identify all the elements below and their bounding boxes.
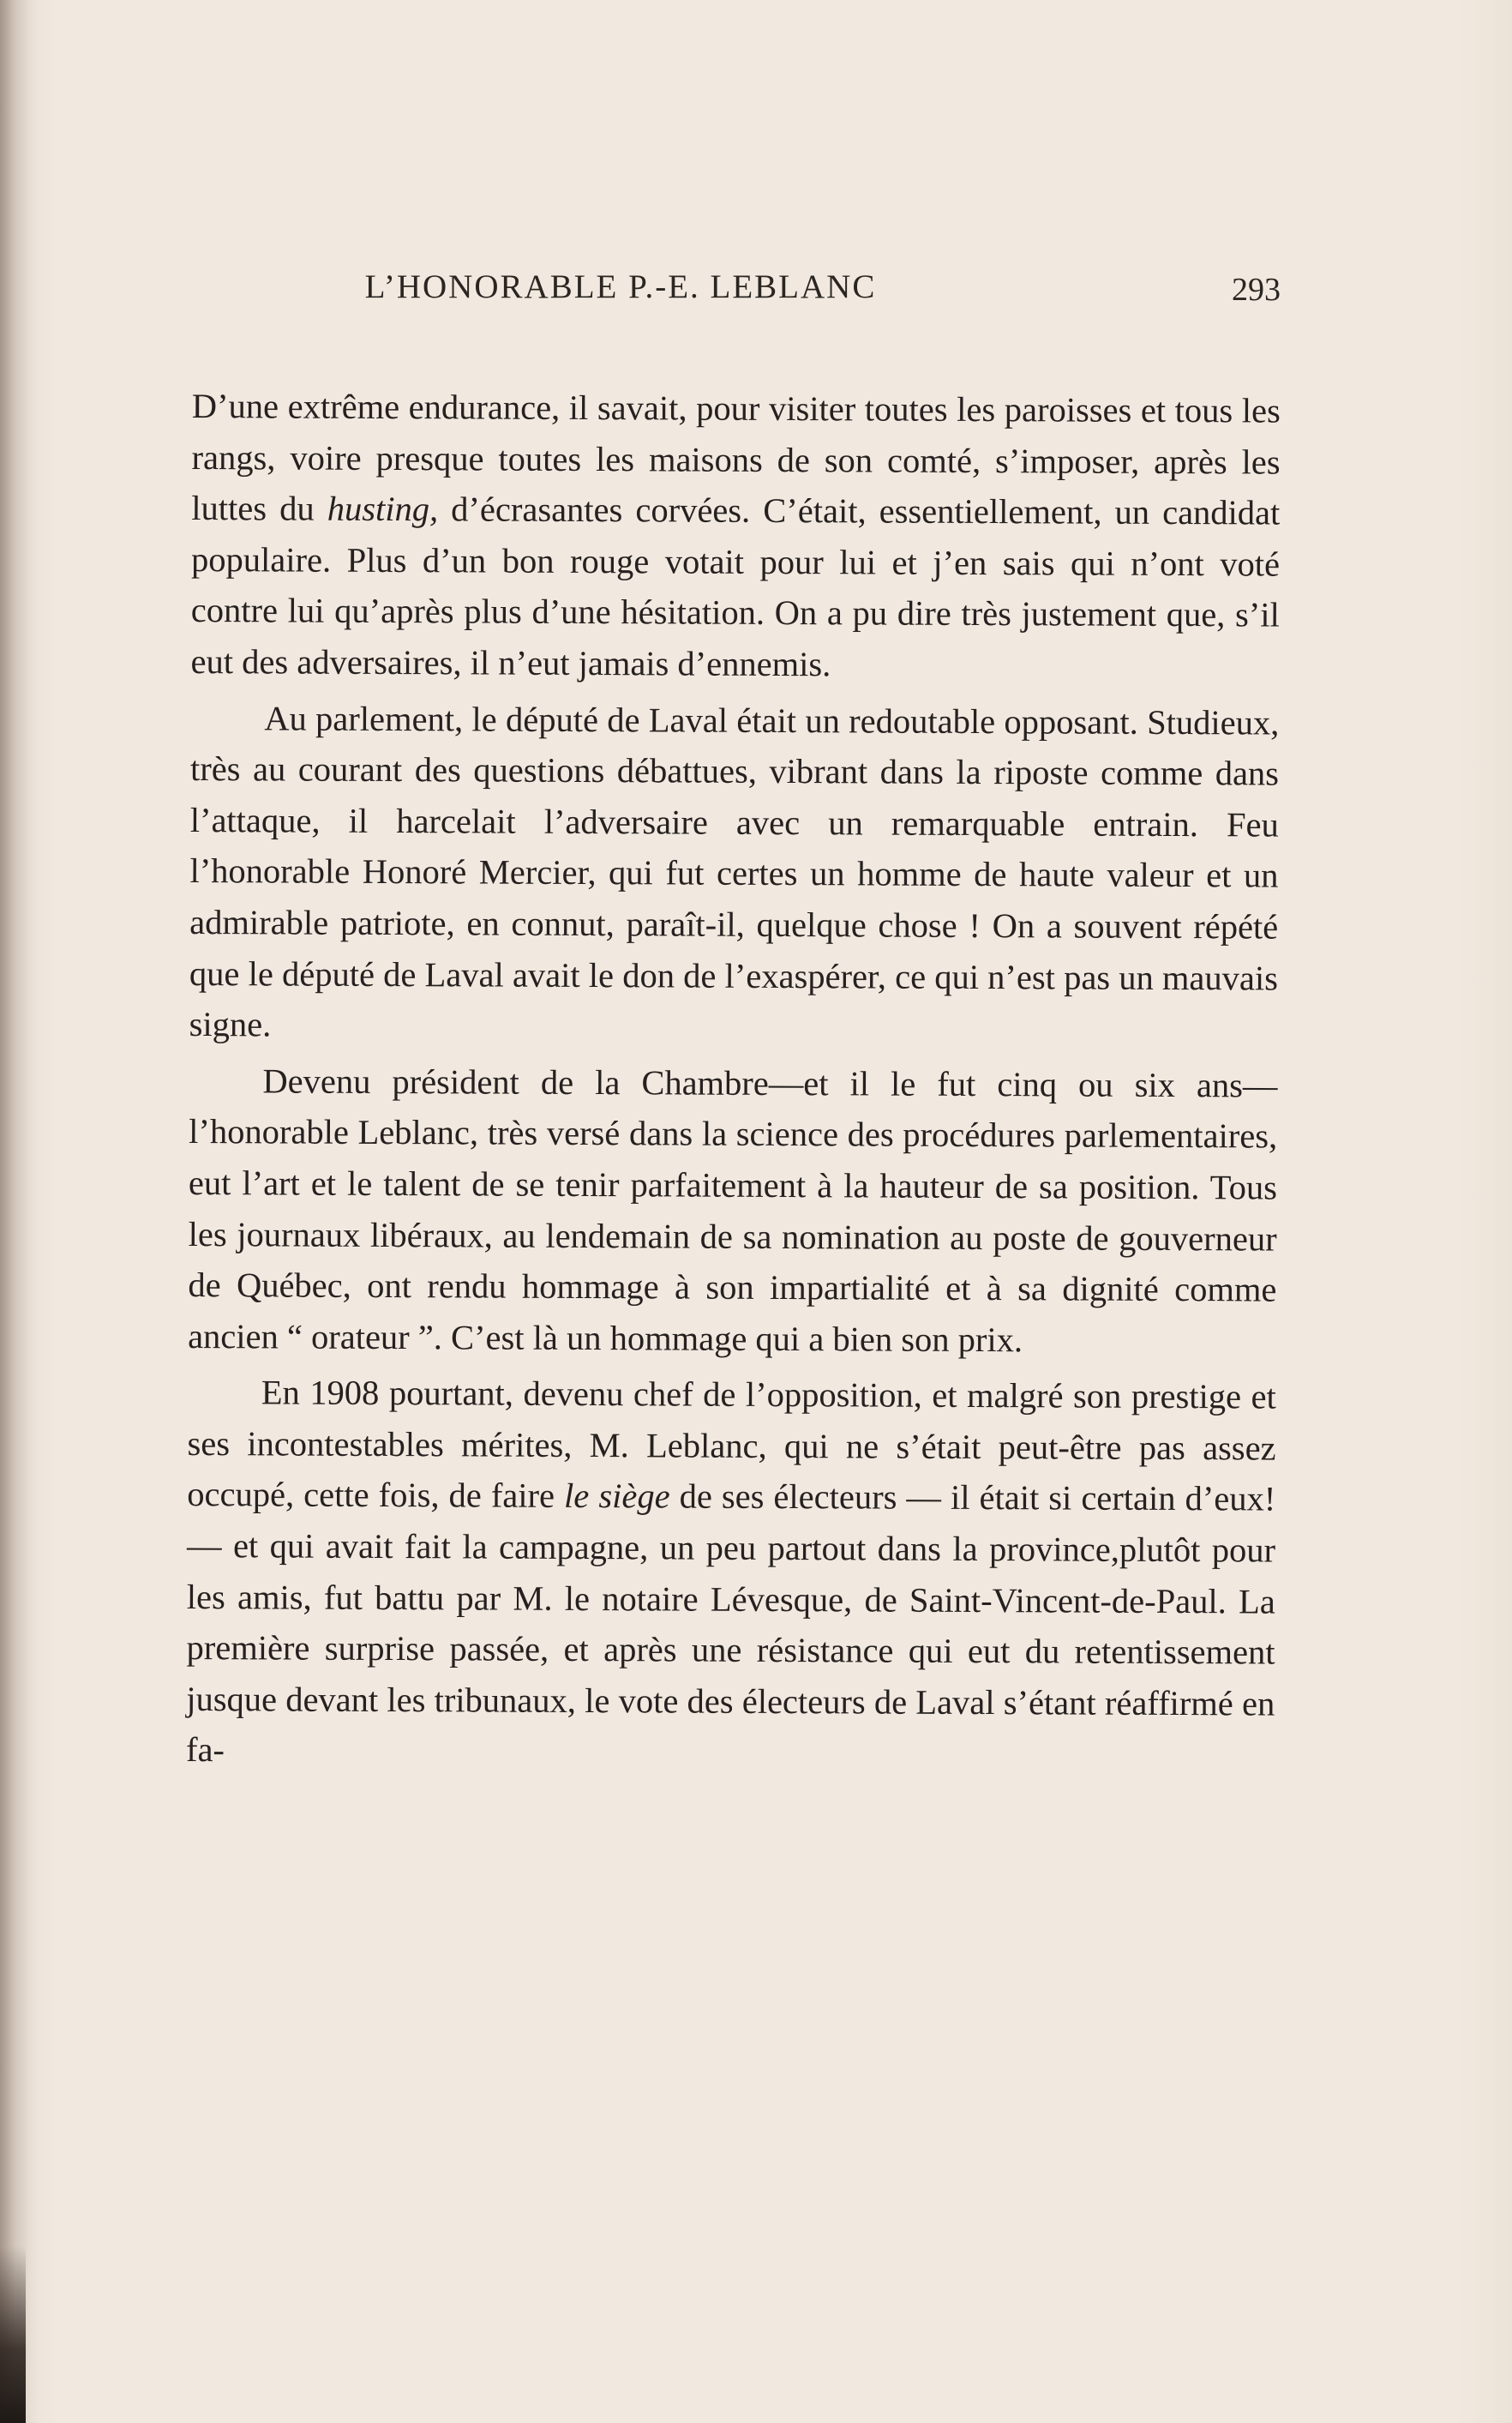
book-edge [0,2246,26,2423]
binding-shadow [0,0,38,2423]
body-text [186,381,1281,1786]
text-segment: D’une extrême endurance, il savait, pour visiter toutes les paroisses et tous les rangs, voire presque toutes les maisons de son comté, s’imposer, après les luttes du [191,386,1281,528]
text-segment: d’écrasantes corvées. C’était, essentiellement, un candidat populaire. Plus d’un bon rouge votait pour lui et j’en sais qui n’ont voté contre lui qu’après plus d’une hésitation. On a pu dire très justement que, s’il eut des adversaires, il n’eut jamais d’ennemis. [190,490,1281,684]
page-number: 293 [1232,272,1281,308]
paragraph [190,381,1281,692]
paragraph [186,1367,1276,1780]
text-segment: Au parlement, le député de Laval était un redoutable opposant. Studieux, très au courant des questions débattues, vibrant dans la riposte comme dans l’attaque, il harcelait l’adversaire avec un remarquable entrain. Feu l’honorable Honoré Mercier, qui fut certes un homme de haute valeur et un admirable patriote, en connut, paraît-il, quelque chose ! On a souvent répété que le député de Laval avait le don de l’exaspérer, ce qui n’est pas un mauvais signe. [189,698,1280,1044]
italic-term: husting, [327,489,439,529]
text-segment: En 1908 pourtant, devenu chef de l’opposition, et malgré son prestige et ses incontestables mérites, M. Leblanc, qui ne s’était peut-être pas assez occupé, cette fois, de faire [187,1373,1276,1516]
running-head: L’HONORABLE P.-E. LEBLANC [364,268,877,305]
paragraph [189,693,1280,1055]
text-segment: Devenu président de la Chambre—et il le fut cinq ou six ans—l’honorable Leblanc, très versé dans la science des procédures parlementaires, eut l’art et le talent de se tenir parfaitement à la hauteur de sa position. Tous les journaux libéraux, au lendemain de sa nomination au poste de gouverneur de Québec, ont rendu hommage à son impartialité et à sa dignité comme ancien “ orateur ”. C’est là un hommage qui a bien son prix. [188,1061,1278,1359]
paragraph [188,1055,1278,1367]
page-header [192,262,1281,314]
italic-term: le siège [564,1476,670,1516]
text-segment: de ses électeurs — il était si certain d’eux! — et qui avait fait la campagne, un peu partout dans la province,plutôt pour les amis, fut battu par M. le notaire Lévesque, de Saint-Vincent-de-Paul. La première surprise passée, et après une résistance qui eut du retentissement jusque devant les tribunaux, le vote des électeurs de Laval s’étant réaffirmé en fa- [185,1476,1276,1770]
